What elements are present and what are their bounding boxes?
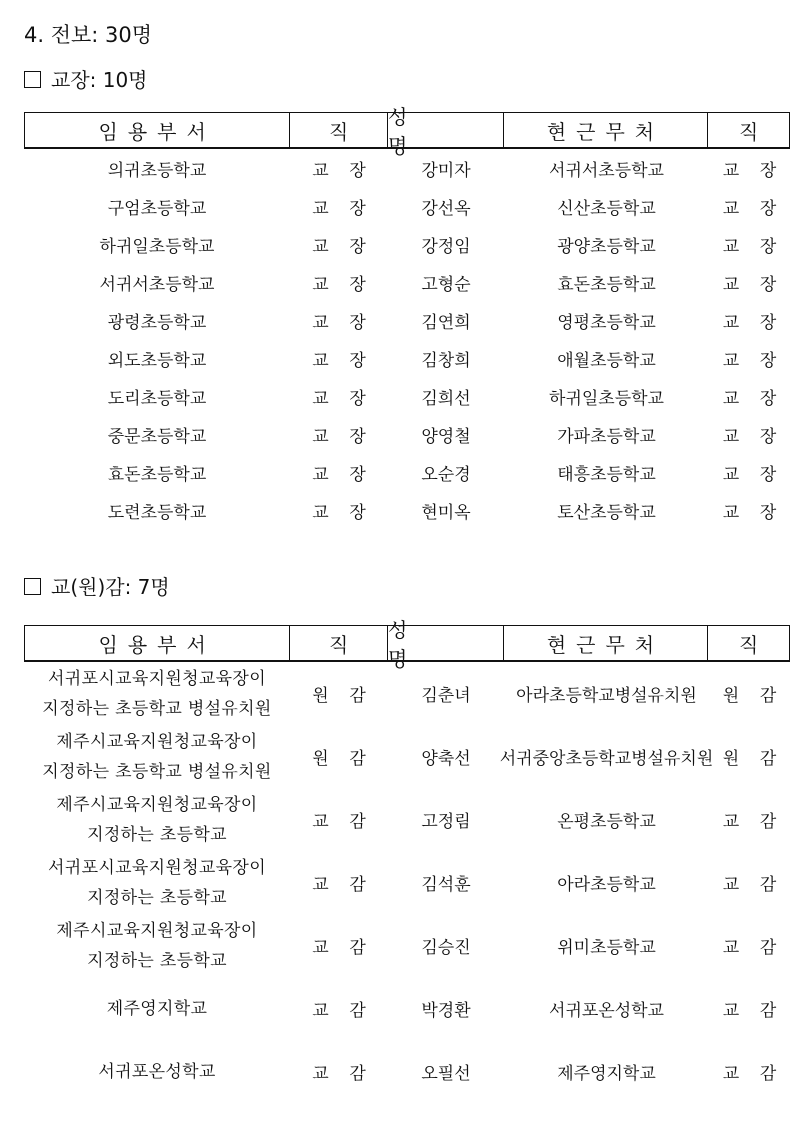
current-position-cell: 교 장 bbox=[722, 426, 777, 447]
dept-line-1: 제주영지학교 bbox=[106, 998, 208, 1019]
current-position-cell: 교 감 bbox=[722, 1001, 777, 1021]
current-cell: 광양초등학교 bbox=[557, 236, 656, 257]
table-row bbox=[24, 453, 790, 491]
vice-principals-title-wrap bbox=[24, 575, 170, 599]
principals-table bbox=[24, 105, 790, 529]
current-position-cell: 원 감 bbox=[722, 686, 777, 706]
square-bullet-icon bbox=[24, 578, 41, 595]
position-cell: 원 감 bbox=[312, 749, 366, 769]
current-cell: 토산초등학교 bbox=[557, 502, 656, 523]
dept-cell bbox=[24, 662, 290, 725]
position-cell: 교 감 bbox=[312, 938, 366, 958]
position-cell: 교 감 bbox=[312, 812, 366, 832]
name-cell: 김희선 bbox=[421, 388, 471, 409]
table-row bbox=[24, 187, 790, 225]
dept-line-1: 제주시교육지원청교육장이 bbox=[56, 731, 258, 752]
position-cell: 교 장 bbox=[312, 464, 366, 485]
current-cell: 서귀포온성학교 bbox=[549, 1001, 664, 1021]
header-current-position: 직 bbox=[738, 119, 759, 144]
vice-principals-table-body bbox=[24, 662, 790, 1103]
current-cell: 제주영지학교 bbox=[557, 1064, 656, 1084]
position-cell: 교 장 bbox=[312, 274, 366, 295]
current-cell: 영평초등학교 bbox=[557, 312, 656, 333]
current-position-cell: 원 감 bbox=[722, 749, 777, 769]
principals-table-header bbox=[24, 105, 790, 158]
current-cell: 효돈초등학교 bbox=[557, 274, 656, 295]
dept-cell bbox=[24, 788, 290, 851]
dept-cell: 효돈초등학교 bbox=[107, 464, 207, 485]
name-cell: 강선옥 bbox=[421, 198, 471, 219]
current-cell: 온평초등학교 bbox=[557, 812, 656, 832]
dept-line-1: 제주시교육지원청교육장이 bbox=[56, 920, 258, 941]
table-row bbox=[24, 788, 790, 851]
header-current-position: 직 bbox=[738, 632, 759, 657]
dept-cell bbox=[24, 851, 290, 914]
current-position-cell: 교 장 bbox=[722, 236, 777, 257]
position-cell: 교 감 bbox=[312, 1001, 366, 1021]
current-cell: 서귀서초등학교 bbox=[549, 160, 664, 181]
table-row bbox=[24, 851, 790, 914]
principals-table-body bbox=[24, 149, 790, 529]
dept-cell bbox=[24, 725, 290, 788]
position-cell: 교 장 bbox=[312, 426, 366, 447]
dept-cell: 도리초등학교 bbox=[107, 388, 207, 409]
header-current: 현근무처 bbox=[504, 626, 708, 660]
name-cell: 박경환 bbox=[421, 1001, 471, 1021]
current-cell: 하귀일초등학교 bbox=[549, 388, 664, 409]
position-cell: 교 장 bbox=[312, 160, 366, 181]
name-cell: 강미자 bbox=[421, 160, 471, 181]
vice-principals-table-header bbox=[24, 618, 790, 671]
dept-line-1: 서귀포시교육지원청교육장이 bbox=[48, 857, 266, 878]
current-cell: 아라초등학교 bbox=[557, 875, 656, 895]
table-row bbox=[24, 263, 790, 301]
header-position: 직 bbox=[290, 626, 388, 660]
current-cell: 애월초등학교 bbox=[557, 350, 656, 371]
header-name: 성 명 bbox=[388, 113, 504, 147]
header-current: 현근무처 bbox=[504, 113, 708, 147]
name-cell: 김창희 bbox=[421, 350, 471, 371]
name-cell: 강정임 bbox=[421, 236, 471, 257]
dept-cell bbox=[24, 914, 290, 977]
dept-line-1: 서귀포온성학교 bbox=[98, 1061, 216, 1082]
table-row bbox=[24, 977, 790, 1040]
current-cell: 위미초등학교 bbox=[557, 938, 656, 958]
dept-cell: 광령초등학교 bbox=[107, 312, 207, 333]
table-row bbox=[24, 377, 790, 415]
header-position: 직 bbox=[290, 113, 388, 147]
dept-cell: 중문초등학교 bbox=[107, 426, 207, 447]
square-bullet-icon bbox=[24, 71, 41, 88]
table-row bbox=[24, 301, 790, 339]
position-cell: 교 감 bbox=[312, 1064, 366, 1084]
header-dept: 임용부서 bbox=[25, 626, 290, 660]
current-position-cell: 교 장 bbox=[722, 274, 777, 295]
current-position-cell: 교 장 bbox=[722, 312, 777, 333]
current-position-cell: 교 장 bbox=[722, 464, 777, 485]
current-cell: 가파초등학교 bbox=[557, 426, 656, 447]
dept-cell: 의귀초등학교 bbox=[107, 160, 207, 181]
current-position-cell: 교 감 bbox=[722, 812, 777, 832]
position-cell: 교 장 bbox=[312, 502, 366, 523]
table-row bbox=[24, 491, 790, 529]
name-cell: 양영철 bbox=[421, 426, 471, 447]
current-position-cell: 교 감 bbox=[722, 875, 777, 895]
vice-principals-title: 교(원)감: 7명 bbox=[51, 575, 170, 599]
section-title: 4. 전보: 30명 bbox=[24, 23, 153, 47]
name-cell: 현미옥 bbox=[421, 502, 471, 523]
position-cell: 교 장 bbox=[312, 312, 366, 333]
position-cell: 교 장 bbox=[312, 388, 366, 409]
current-position-cell: 교 장 bbox=[722, 160, 777, 181]
current-cell: 아라초등학교병설유치원 bbox=[516, 686, 697, 706]
current-position-cell: 교 장 bbox=[722, 350, 777, 371]
name-cell: 김승진 bbox=[421, 938, 471, 958]
dept-line-2: 지정하는 초등학교 병설유치원 bbox=[42, 761, 272, 782]
dept-cell: 외도초등학교 bbox=[107, 350, 207, 371]
current-position-cell: 교 감 bbox=[722, 938, 777, 958]
table-row bbox=[24, 914, 790, 977]
principals-title: 교장: 10명 bbox=[51, 68, 148, 92]
name-cell: 오필선 bbox=[421, 1064, 471, 1084]
name-cell: 김춘녀 bbox=[421, 686, 471, 706]
dept-line-2: 지정하는 초등학교 병설유치원 bbox=[42, 698, 272, 719]
name-cell: 김연희 bbox=[421, 312, 471, 333]
current-position-cell: 교 장 bbox=[722, 198, 777, 219]
dept-cell: 구엄초등학교 bbox=[107, 198, 207, 219]
dept-cell bbox=[24, 977, 290, 1040]
dept-line-2: 지정하는 초등학교 bbox=[87, 950, 227, 971]
table-row bbox=[24, 1040, 790, 1103]
name-cell: 고형순 bbox=[421, 274, 471, 295]
current-cell: 서귀중앙초등학교병설유치원 bbox=[499, 749, 714, 769]
current-cell: 신산초등학교 bbox=[557, 198, 656, 219]
dept-cell: 하귀일초등학교 bbox=[99, 236, 215, 257]
dept-cell bbox=[24, 1040, 290, 1103]
dept-line-2: 지정하는 초등학교 bbox=[87, 887, 227, 908]
table-row bbox=[24, 415, 790, 453]
name-cell: 오순경 bbox=[421, 464, 471, 485]
dept-line-1: 서귀포시교육지원청교육장이 bbox=[48, 668, 266, 689]
header-name: 성 명 bbox=[388, 626, 504, 660]
current-cell: 태흥초등학교 bbox=[557, 464, 656, 485]
position-cell: 교 장 bbox=[312, 198, 366, 219]
principals-title-wrap bbox=[24, 68, 148, 92]
name-cell: 양축선 bbox=[421, 749, 471, 769]
position-cell: 원 감 bbox=[312, 686, 366, 706]
header-dept: 임용부서 bbox=[25, 113, 290, 147]
dept-cell: 도련초등학교 bbox=[107, 502, 207, 523]
dept-line-2: 지정하는 초등학교 bbox=[87, 824, 227, 845]
name-cell: 김석훈 bbox=[421, 875, 471, 895]
current-position-cell: 교 감 bbox=[722, 1064, 777, 1084]
name-cell: 고정림 bbox=[421, 812, 471, 832]
position-cell: 교 감 bbox=[312, 875, 366, 895]
current-position-cell: 교 장 bbox=[722, 502, 777, 523]
position-cell: 교 장 bbox=[312, 236, 366, 257]
table-row bbox=[24, 725, 790, 788]
vice-principals-table bbox=[24, 618, 790, 1103]
dept-line-1: 제주시교육지원청교육장이 bbox=[56, 794, 258, 815]
table-row bbox=[24, 662, 790, 725]
dept-cell: 서귀서초등학교 bbox=[99, 274, 215, 295]
table-row bbox=[24, 149, 790, 187]
table-row bbox=[24, 225, 790, 263]
current-position-cell: 교 장 bbox=[722, 388, 777, 409]
position-cell: 교 장 bbox=[312, 350, 366, 371]
table-row bbox=[24, 339, 790, 377]
